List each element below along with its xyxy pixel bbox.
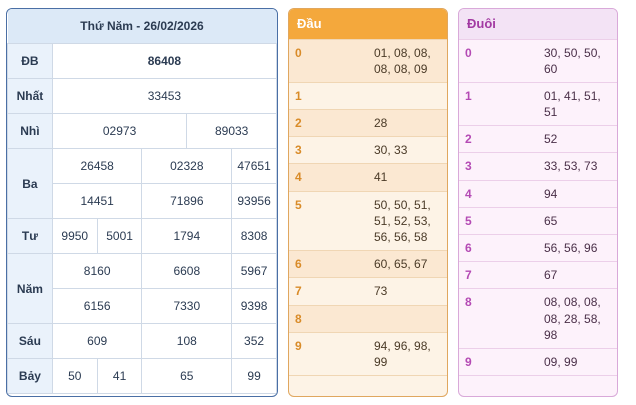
duoi-value-2: 52 — [538, 126, 617, 153]
dau-key-5: 5 — [289, 191, 368, 251]
duoi-value-6: 56, 56, 96 — [538, 235, 617, 262]
dau-header-row — [289, 9, 447, 39]
table-row — [289, 191, 447, 251]
prize-label-nhat: Nhất — [8, 79, 53, 114]
main-results-panel — [6, 8, 278, 397]
dau-key-8: 8 — [289, 305, 368, 332]
prize-value-ba-3: 47651 — [232, 149, 277, 184]
dau-value-2: 28 — [368, 110, 447, 137]
prize-value-sau-2: 108 — [142, 324, 232, 359]
prize-value-bay-2: 41 — [97, 359, 142, 394]
table-row — [289, 278, 447, 305]
table-row — [289, 110, 447, 137]
table-row — [459, 207, 617, 234]
table-row — [289, 251, 447, 278]
prize-value-nam-6: 9398 — [232, 289, 277, 324]
duoi-key-0: 0 — [459, 39, 538, 82]
dau-value-8 — [368, 305, 447, 332]
prize-value-nam-3: 5967 — [232, 254, 277, 289]
duoi-key-6: 6 — [459, 235, 538, 262]
duoi-value-4: 94 — [538, 180, 617, 207]
table-row — [8, 114, 277, 149]
duoi-value-8: 08, 08, 08, 08, 28, 58, 98 — [538, 289, 617, 349]
table-row — [8, 254, 277, 289]
table-row — [459, 262, 617, 289]
duoi-header: Đuôi — [459, 9, 617, 39]
duoi-value-0: 30, 50, 50, 60 — [538, 39, 617, 82]
duoi-value-5: 65 — [538, 207, 617, 234]
dau-table — [289, 9, 447, 376]
table-row — [459, 289, 617, 349]
dau-panel — [288, 8, 448, 397]
duoi-value-3: 33, 53, 73 — [538, 153, 617, 180]
prize-value-tu-2: 5001 — [97, 219, 142, 254]
table-row — [459, 153, 617, 180]
prize-value-sau-3: 352 — [232, 324, 277, 359]
table-row — [459, 348, 617, 375]
table-row — [459, 126, 617, 153]
prize-value-nam-1: 8160 — [52, 254, 142, 289]
table-row — [459, 235, 617, 262]
duoi-key-1: 1 — [459, 82, 538, 125]
prize-value-nam-5: 7330 — [142, 289, 232, 324]
dau-value-9: 94, 96, 98, 99 — [368, 332, 447, 375]
table-row — [289, 164, 447, 191]
table-row — [8, 324, 277, 359]
prize-value-ba-4: 14451 — [52, 184, 142, 219]
table-row — [289, 39, 447, 82]
results-table — [7, 9, 277, 394]
prize-label-ba: Ba — [8, 149, 53, 219]
prize-value-db: 86408 — [52, 44, 276, 79]
duoi-value-9: 09, 99 — [538, 348, 617, 375]
dau-key-4: 4 — [289, 164, 368, 191]
prize-value-tu-4: 8308 — [232, 219, 277, 254]
duoi-key-4: 4 — [459, 180, 538, 207]
duoi-value-1: 01, 41, 51, 51 — [538, 82, 617, 125]
table-row — [8, 44, 277, 79]
table-row — [8, 219, 277, 254]
prize-value-nhi-2: 89033 — [187, 114, 277, 149]
table-row — [8, 359, 277, 394]
table-row — [8, 79, 277, 114]
prize-value-bay-4: 99 — [232, 359, 277, 394]
prize-value-sau-1: 609 — [52, 324, 142, 359]
table-row — [289, 137, 447, 164]
duoi-panel — [458, 8, 618, 397]
prize-value-tu-1: 9950 — [52, 219, 97, 254]
dau-key-3: 3 — [289, 137, 368, 164]
table-row — [8, 149, 277, 184]
prize-label-tu: Tư — [8, 219, 53, 254]
prize-value-ba-2: 02328 — [142, 149, 232, 184]
dau-value-0: 01, 08, 08, 08, 08, 09 — [368, 39, 447, 82]
table-row — [459, 82, 617, 125]
duoi-header-row — [459, 9, 617, 39]
dau-key-7: 7 — [289, 278, 368, 305]
duoi-key-9: 9 — [459, 348, 538, 375]
table-row — [289, 82, 447, 109]
prize-value-nam-2: 6608 — [142, 254, 232, 289]
table-row — [289, 305, 447, 332]
dau-value-1 — [368, 82, 447, 109]
prize-value-ba-6: 93956 — [232, 184, 277, 219]
prize-value-ba-5: 71896 — [142, 184, 232, 219]
dau-key-1: 1 — [289, 82, 368, 109]
dau-key-9: 9 — [289, 332, 368, 375]
prize-label-bay: Bảy — [8, 359, 53, 394]
table-row — [459, 180, 617, 207]
prize-label-sau: Sáu — [8, 324, 53, 359]
prize-label-db: ĐB — [8, 44, 53, 79]
table-title-row — [8, 9, 277, 44]
dau-value-4: 41 — [368, 164, 447, 191]
duoi-table — [459, 9, 617, 376]
prize-label-nhi: Nhì — [8, 114, 53, 149]
prize-label-nam: Năm — [8, 254, 53, 324]
duoi-key-3: 3 — [459, 153, 538, 180]
duoi-key-5: 5 — [459, 207, 538, 234]
dau-key-6: 6 — [289, 251, 368, 278]
dau-value-7: 73 — [368, 278, 447, 305]
prize-value-bay-1: 50 — [52, 359, 97, 394]
dau-value-5: 50, 50, 51, 51, 52, 53, 56, 56, 58 — [368, 191, 447, 251]
dau-value-6: 60, 65, 67 — [368, 251, 447, 278]
dau-value-3: 30, 33 — [368, 137, 447, 164]
prize-value-tu-3: 1794 — [142, 219, 232, 254]
duoi-key-2: 2 — [459, 126, 538, 153]
page-title: Thứ Năm - 26/02/2026 — [8, 9, 277, 44]
prize-value-bay-3: 65 — [142, 359, 232, 394]
prize-value-ba-1: 26458 — [52, 149, 142, 184]
duoi-key-7: 7 — [459, 262, 538, 289]
prize-value-nam-4: 6156 — [52, 289, 142, 324]
dau-key-0: 0 — [289, 39, 368, 82]
prize-value-nhi-1: 02973 — [52, 114, 186, 149]
table-row — [459, 39, 617, 82]
dau-header: Đầu — [289, 9, 447, 39]
duoi-value-7: 67 — [538, 262, 617, 289]
table-row — [289, 332, 447, 375]
duoi-key-8: 8 — [459, 289, 538, 349]
dau-key-2: 2 — [289, 110, 368, 137]
prize-value-nhat: 33453 — [52, 79, 276, 114]
